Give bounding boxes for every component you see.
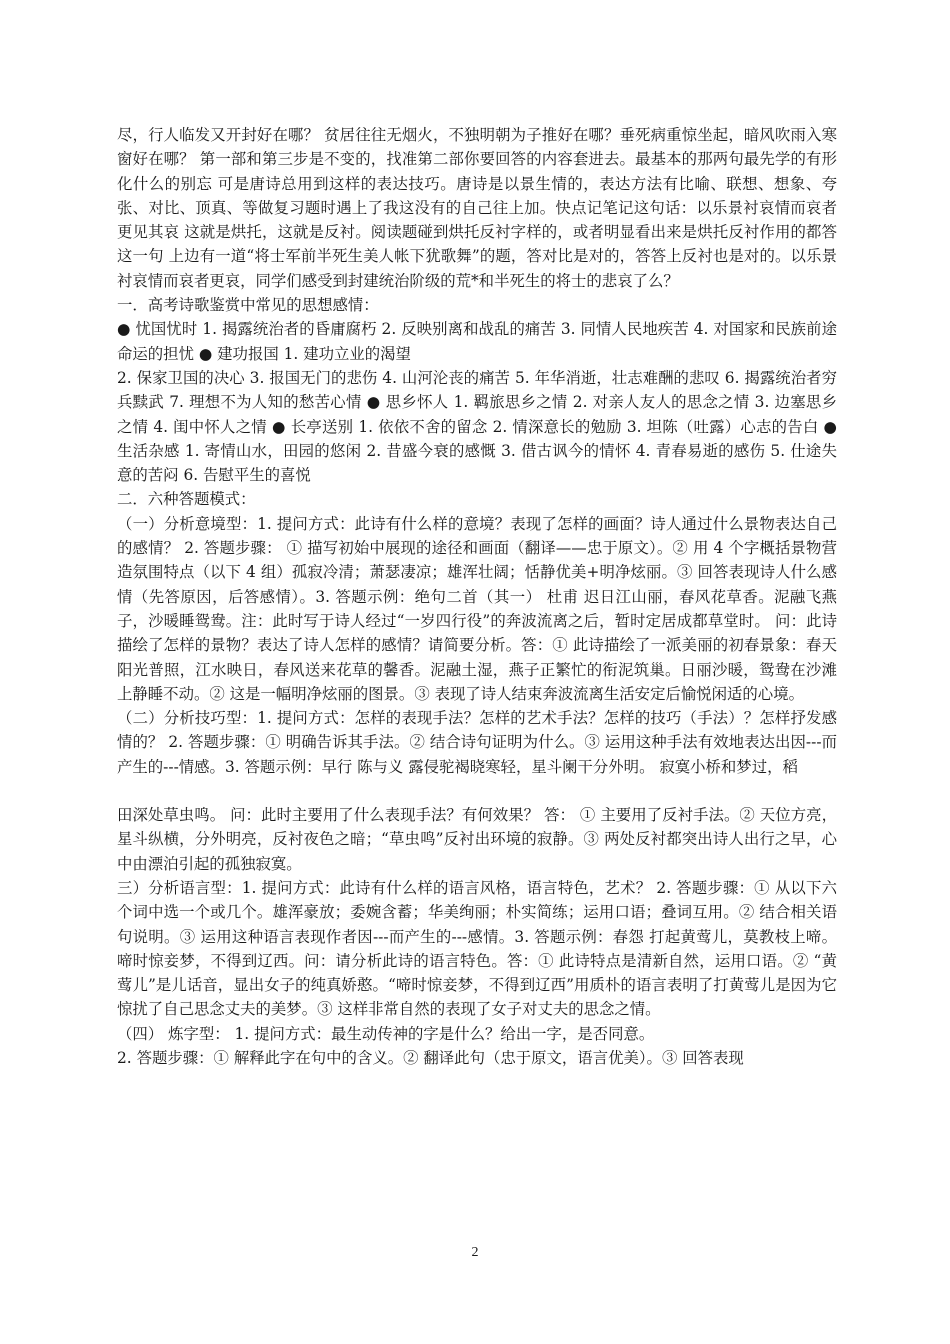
paragraph-technique-answer: 田深处草虫鸣。 问：此时主要用了什么表现手法？有何效果？ 答： ① 主要用了反衬手法。② 天位方亮，星斗纵横，分外明亮，反衬夜色之暗；“草虫鸣”反衬出环境的寂静。③ 两处反衬都突出诗人出行之早，心中由漂泊引起的孤独寂寞。 <box>117 806 837 873</box>
paragraph-emotions-list-2: 2. 保家卫国的决心 3. 报国无门的悲伤 4. 山河沦丧的痛苦 5. 年华消逝，壮志难酬的悲叹 6. 揭露统治者穷兵黩武 7. 理想不为人知的愁苦心情 ● 思乡怀人 1. 羁旅思乡之情 2. 对亲人友人的思念之情 3. 边塞思乡之情 4. 闺中怀人之情 ● 长亭送别 1. 依依不舍的留念 2. 情深意长的勉励 3. 坦陈（吐露）心志的告白 ● 生活杂感 1. 寄情山水，田园的悠闲 2. 昔盛今衰的感慨 3. 借古讽今的情怀 4. 青春易逝的感伤 5. 仕途失意的苦闷 6. 告慰平生的喜悦 <box>117 368 837 485</box>
paragraph-word-choice-steps: 2. 答题步骤：① 解释此字在句中的含义。② 翻译此句（忠于原文，语言优美）。③ 回答表现 <box>117 1048 744 1067</box>
heading-section-one: 一．高考诗歌鉴赏中常见的思想感情： <box>117 296 379 315</box>
heading-section-two: 二．六种答题模式： <box>117 490 256 509</box>
page-number: 2 <box>471 1245 479 1260</box>
paragraph-technique-type: （二）分析技巧型：1. 提问方式：怎样的表现手法？怎样的艺术手法？怎样的技巧（手法）？怎样抒发感情的？ 2. 答题步骤：① 明确告诉其手法。② 结合诗句证明为什么。③ 运用这种手法有效地表达出因---而产生的---情感。3. 答题示例：早行 陈与义 露侵驼褐晓寒轻，星斗阑干分外明。 寂寞小桥和梦过，稻 <box>117 709 837 776</box>
paragraph-intro: 尽，行人临发又开封好在哪？ 贫居往往无烟火，不独明朝为子推好在哪？垂死病重惊坐起，暗风吹雨入寒窗好在哪？ 第一部和第三步是不变的，找准第二部你要回答的内容套进去。最基本的那两句最先学的有形化什么的别忘 可是唐诗总用到这样的表达技巧。唐诗是以景生情的，表达方法有比喻、联想、想象、夸张、对比、顶真、等做复习题时遇上了我这没有的自己往上加。快点记笔记这句话：以乐景衬哀情而哀者更见其哀 这就是烘托，这就是反衬。阅读题碰到烘托反衬字样的，或者明显看出来是烘托反衬作用的都答这一句 上边有一道“将士军前半死生美人帐下犹歌舞”的题，答对比是对的，答答上反衬也是对的。以乐景衬哀情而哀者更哀，同学们感受到封建统治阶级的荒*和半死生的将士的悲哀了么？ <box>117 126 837 290</box>
document-body <box>117 123 837 1070</box>
paragraph-mood-type: （一）分析意境型：1. 提问方式：此诗有什么样的意境？表现了怎样的画面？诗人通过什么景物表达自己的感情？ 2. 答题步骤： ① 描写初始中展现的途径和画面（翻译——忠于原文）。② 用 4 个字概括景物营造氛围特点（以下 4 组）孤寂冷清；萧瑟凄凉；雄浑壮阔；恬静优美+明净炫丽。③ 回答表现诗人什么感情（先答原因，后答感情）。3. 答题示例：绝句二首（其一） 杜甫 迟日江山丽，春风花草香。泥融飞燕子，沙暖睡鸳鸯。注：此时写于诗人经过“一岁四行役”的奔波流离之后，暂时定居成都草堂时。 问：此诗描绘了怎样的景物？表达了诗人怎样的感情？请简要分析。答：① 此诗描绘了一派美丽的初春景象：春天阳光普照，江水映日，春风送来花草的馨香。泥融土湿，燕子正繁忙的衔泥筑巢。日丽沙暖，鸳鸯在沙滩上静睡不动。② 这是一幅明净炫丽的图景。③ 表现了诗人结束奔波流离生活安定后愉悦闲适的心境。 <box>117 514 837 703</box>
paragraph-word-choice-type: （四） 炼字型： 1. 提问方式：最生动传神的字是什么？给出一字，是否同意。 <box>117 1024 655 1043</box>
paragraph-emotions-list-1: ● 忧国忧时 1. 揭露统治者的昏庸腐朽 2. 反映别离和战乱的痛苦 3. 同情人民地疾苦 4. 对国家和民族前途命运的担忧 ● 建功报国 1. 建功立业的渴望 <box>117 320 837 363</box>
paragraph-gap <box>117 779 837 803</box>
paragraph-language-type: 三）分析语言型：1. 提问方式：此诗有什么样的语言风格，语言特色，艺术？ 2. 答题步骤：① 从以下六个词中选一个或几个。雄浑豪放；委婉含蓄；华美绚丽；朴实简练；运用口语；叠词互用。② 结合相关语句说明。③ 运用这种语言表现作者因---而产生的---感情。3. 答题示例：春怨 打起黄莺儿，莫教枝上啼。啼时惊妾梦，不得到辽西。问：请分析此诗的语言特色。答：① 此诗特点是清新自然，运用口语。② “黄莺儿”是儿话音，显出女子的纯真娇憨。“啼时惊妾梦，不得到辽西”用质朴的语言表明了打黄莺儿是因为它惊扰了自己思念丈夫的美梦。③ 这样非常自然的表现了女子对丈夫的思念之情。 <box>117 878 837 1019</box>
